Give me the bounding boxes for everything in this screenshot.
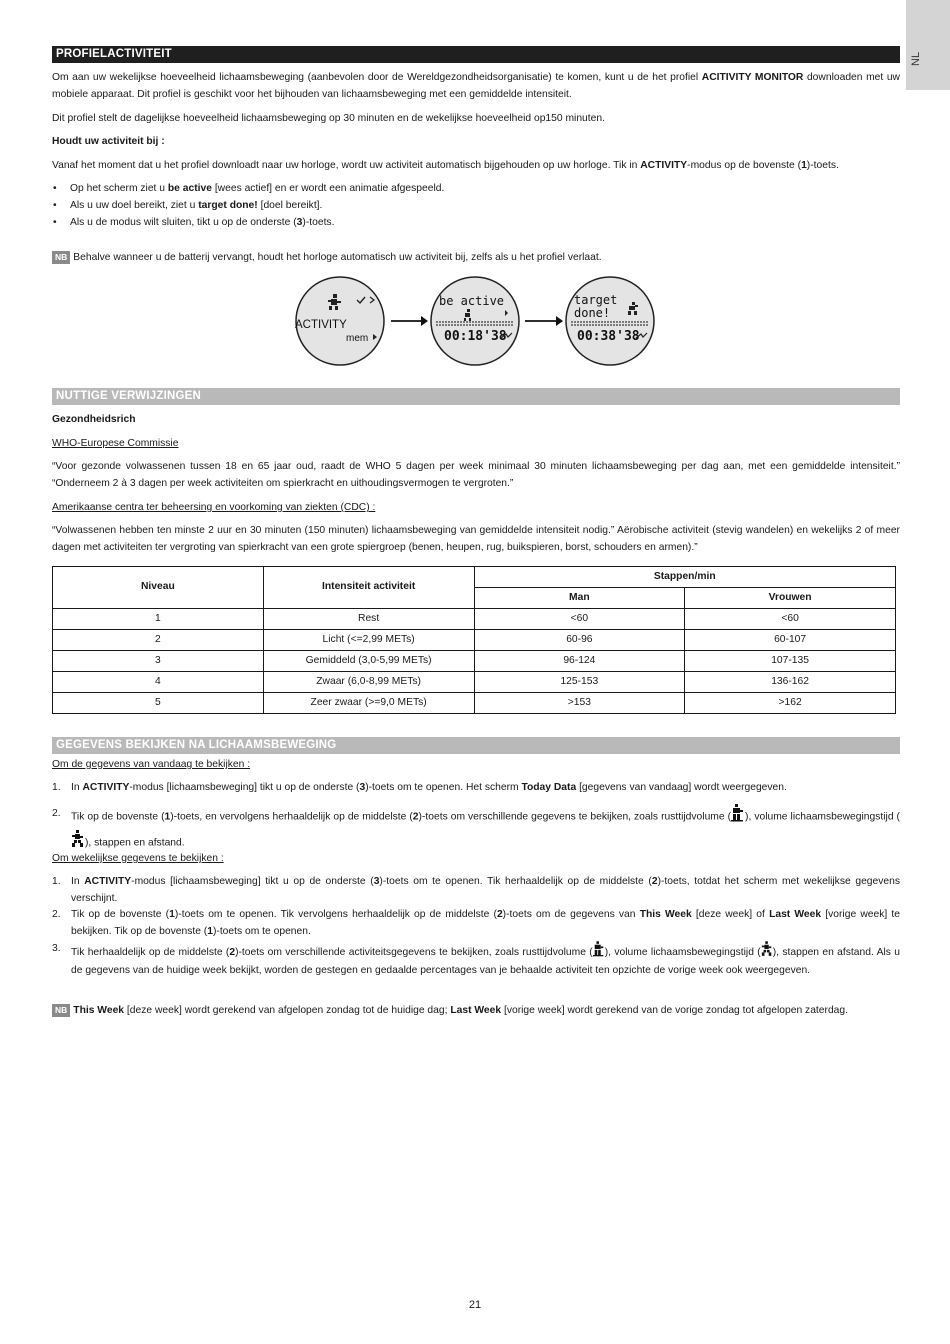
watch-screen-target-done	[566, 277, 654, 365]
week-note: NB This Week [deze week] wordt gerekend van afgelopen zondag tot de huidige dag; Last Week [vorige week] wordt gerekend van de vorige zondag tot afgelopen zaterdag.	[52, 1003, 900, 1020]
table-header-level: Niveau	[53, 567, 264, 609]
profile-daily-weekly: Dit profiel stelt de dagelijkse hoeveelheid lichaamsbeweging op 30 minuten en de wekelijkse hoeveelheid op150 minuten.	[52, 113, 605, 124]
profile-bullet-list	[52, 181, 900, 232]
watch-timer: 00:38'38	[577, 329, 640, 344]
list-item: 2. Tik op de bovenste (1)-toets, en vervolgens herhaaldelijk op de middelste (2)-toets om verschillende gegevens te bekijken, zoals rusttijdvolume ( ), volume lichaamsbewegingstijd (), stappen en afstand.	[52, 804, 900, 856]
watch-activity-label: ACTIVITY	[295, 319, 347, 331]
list-item: 2. Tik op de bovenste (1)-toets om te openen. Tik vervolgens herhaaldelijk op de middelste (2)-toets om de gegevens van This Week [deze week] of Last Week [vorige week] te bekijken. Tik op de bovenste (1)-toets om te openen.	[52, 909, 900, 938]
today-steps-list	[52, 780, 900, 856]
watch-screens-illustration	[295, 276, 655, 366]
table-row: 3 Gemiddeld (3,0-5,99 METs) 96-124 107-135	[53, 651, 896, 672]
table-header-woman: Vrouwen	[685, 588, 896, 609]
nb-badge: NB	[52, 251, 70, 264]
section-header-profile: PROFIELACTIVITEIT	[52, 46, 900, 63]
watch-target-text: target	[574, 293, 618, 307]
table-row: 5 Zeer zwaar (>=9,0 METs) >153 >162	[53, 693, 896, 714]
cdc-quote: “Volwassenen hebben ten minste 2 uur en 30 minuten (150 minuten) lichaamsbeweging van gemiddelde intensiteit nodig.” Aërobische activiteit (stevig wandelen) en wekelijks 2 of meer dagen met activiteiten ter vergroting van spierkracht van een grote spiergroep (benen, heupen, rug, buikspieren, borst, schouders en armen).”	[52, 525, 900, 553]
list-item: 1. In ACTIVITY-modus [lichaamsbeweging] tikt u op de onderste (3)-toets om te openen. Het scherm Today Data [gegevens van vandaag] wordt weergegeven.	[52, 782, 787, 793]
watch-screen-activity	[295, 277, 384, 365]
who-heading: WHO-Europese Commissie	[52, 438, 179, 449]
arrow-2	[525, 316, 563, 326]
week-steps-list	[52, 874, 900, 980]
rest-volume-icon	[593, 941, 605, 964]
table-row: 2 Licht (<=2,99 METs) 60-96 60-107	[53, 630, 896, 651]
watch-be-active-text: be active	[439, 294, 505, 308]
list-item: • Als u uw doel bereikt, ziet u target done! [doel bereikt].	[52, 198, 900, 215]
exercise-time-icon	[761, 941, 773, 964]
page-number: 21	[468, 1299, 482, 1311]
profile-intro: Om aan uw wekelijkse hoeveelheid lichaamsbeweging (aanbevolen door de Wereldgezondheidsorganisatie) te komen, kunt u de het profiel ACITIVITY MONITOR downloaden met uw mobiele apparaat. Dit profiel is geschikt voor het bijhouden van lichaamsbeweging met een gemiddelde intensiteit.	[52, 72, 900, 100]
arrow-1	[391, 316, 428, 326]
nb-badge: NB	[52, 1004, 70, 1017]
watch-mem-label: mem	[346, 333, 369, 344]
list-item: 3. Tik herhaaldelijk op de middelste (2)-toets om verschillende activiteitsgegevens te bekijken, zoals rusttijdvolume ( ), volume lichaamsbewegingstijd ( ), stappen en afstand. Als u de gegevens van de huidige week bekijkt, worden de gestegen en gedaalde percentages van je behaalde activiteit ten opzichte de vorige week ook weergegeven.	[52, 942, 900, 977]
health-heading: Gezondheidsrich	[52, 414, 136, 425]
rest-volume-icon	[731, 804, 745, 830]
table-header-man: Man	[474, 588, 685, 609]
today-heading: Om de gegevens van vandaag te bekijken :	[52, 759, 251, 770]
language-tab-label: NL	[910, 52, 923, 67]
steps-per-minute-table	[52, 566, 896, 714]
table-header-intensity: Intensiteit activiteit	[263, 567, 474, 609]
track-activity-heading: Houdt uw activiteit bij :	[52, 136, 165, 147]
section-header-references: NUTTIGE VERWIJZINGEN	[52, 388, 900, 405]
language-tab	[906, 0, 950, 90]
list-item: • Als u de modus wilt sluiten, tikt u op de onderste (3)-toets.	[52, 215, 900, 232]
section-header-view-data: GEGEVENS BEKIJKEN NA LICHAAMSBEWEGING	[52, 737, 900, 754]
list-item: 1. In ACTIVITY-modus [lichaamsbeweging] tikt u op de onderste (3)-toets om te openen. Tik herhaaldelijk op de middelste (2)-toets, totdat het scherm met wekelijkse gegevens verschijnt.	[52, 876, 901, 904]
who-quote: “Voor gezonde volwassenen tussen 18 en 65 jaar oud, raadt de WHO 5 dagen per week minimaal 30 minuten lichaamsbeweging per dag aan, met een gemiddelde intensiteit.” “Onderneem 2 à 3 dagen per week activiteiten om spierkracht en uithoudingsvermogen te vergroten.”	[52, 461, 900, 489]
watch-screen-be-active	[431, 277, 519, 365]
cdc-heading: Amerikaanse centra ter beheersing en voorkoming van ziekten (CDC) :	[52, 502, 376, 513]
watch-timer: 00:18'38	[444, 329, 507, 344]
table-row: 1 Rest <60 <60	[53, 609, 896, 630]
week-heading: Om wekelijkse gegevens te bekijken :	[52, 853, 224, 864]
list-item: • Op het scherm ziet u be active [wees actief] en er wordt een animatie afgespeeld.	[52, 181, 900, 198]
table-row: 4 Zwaar (6,0-8,99 METs) 125-153 136-162	[53, 672, 896, 693]
profile-tracking-text: Vanaf het moment dat u het profiel downloadt naar uw horloge, wordt uw activiteit automatisch bijgehouden op uw horloge. Tik in ACTIVITY-modus op de bovenste (1)-toets.	[52, 160, 839, 171]
watch-done-text: done!	[574, 306, 611, 320]
profile-note: NB Behalve wanneer u de batterij vervangt, houdt het horloge automatisch uw activiteit bij, zelfs als u het profiel verlaat.	[52, 250, 900, 267]
table-header-steps: Stappen/min	[474, 567, 896, 588]
